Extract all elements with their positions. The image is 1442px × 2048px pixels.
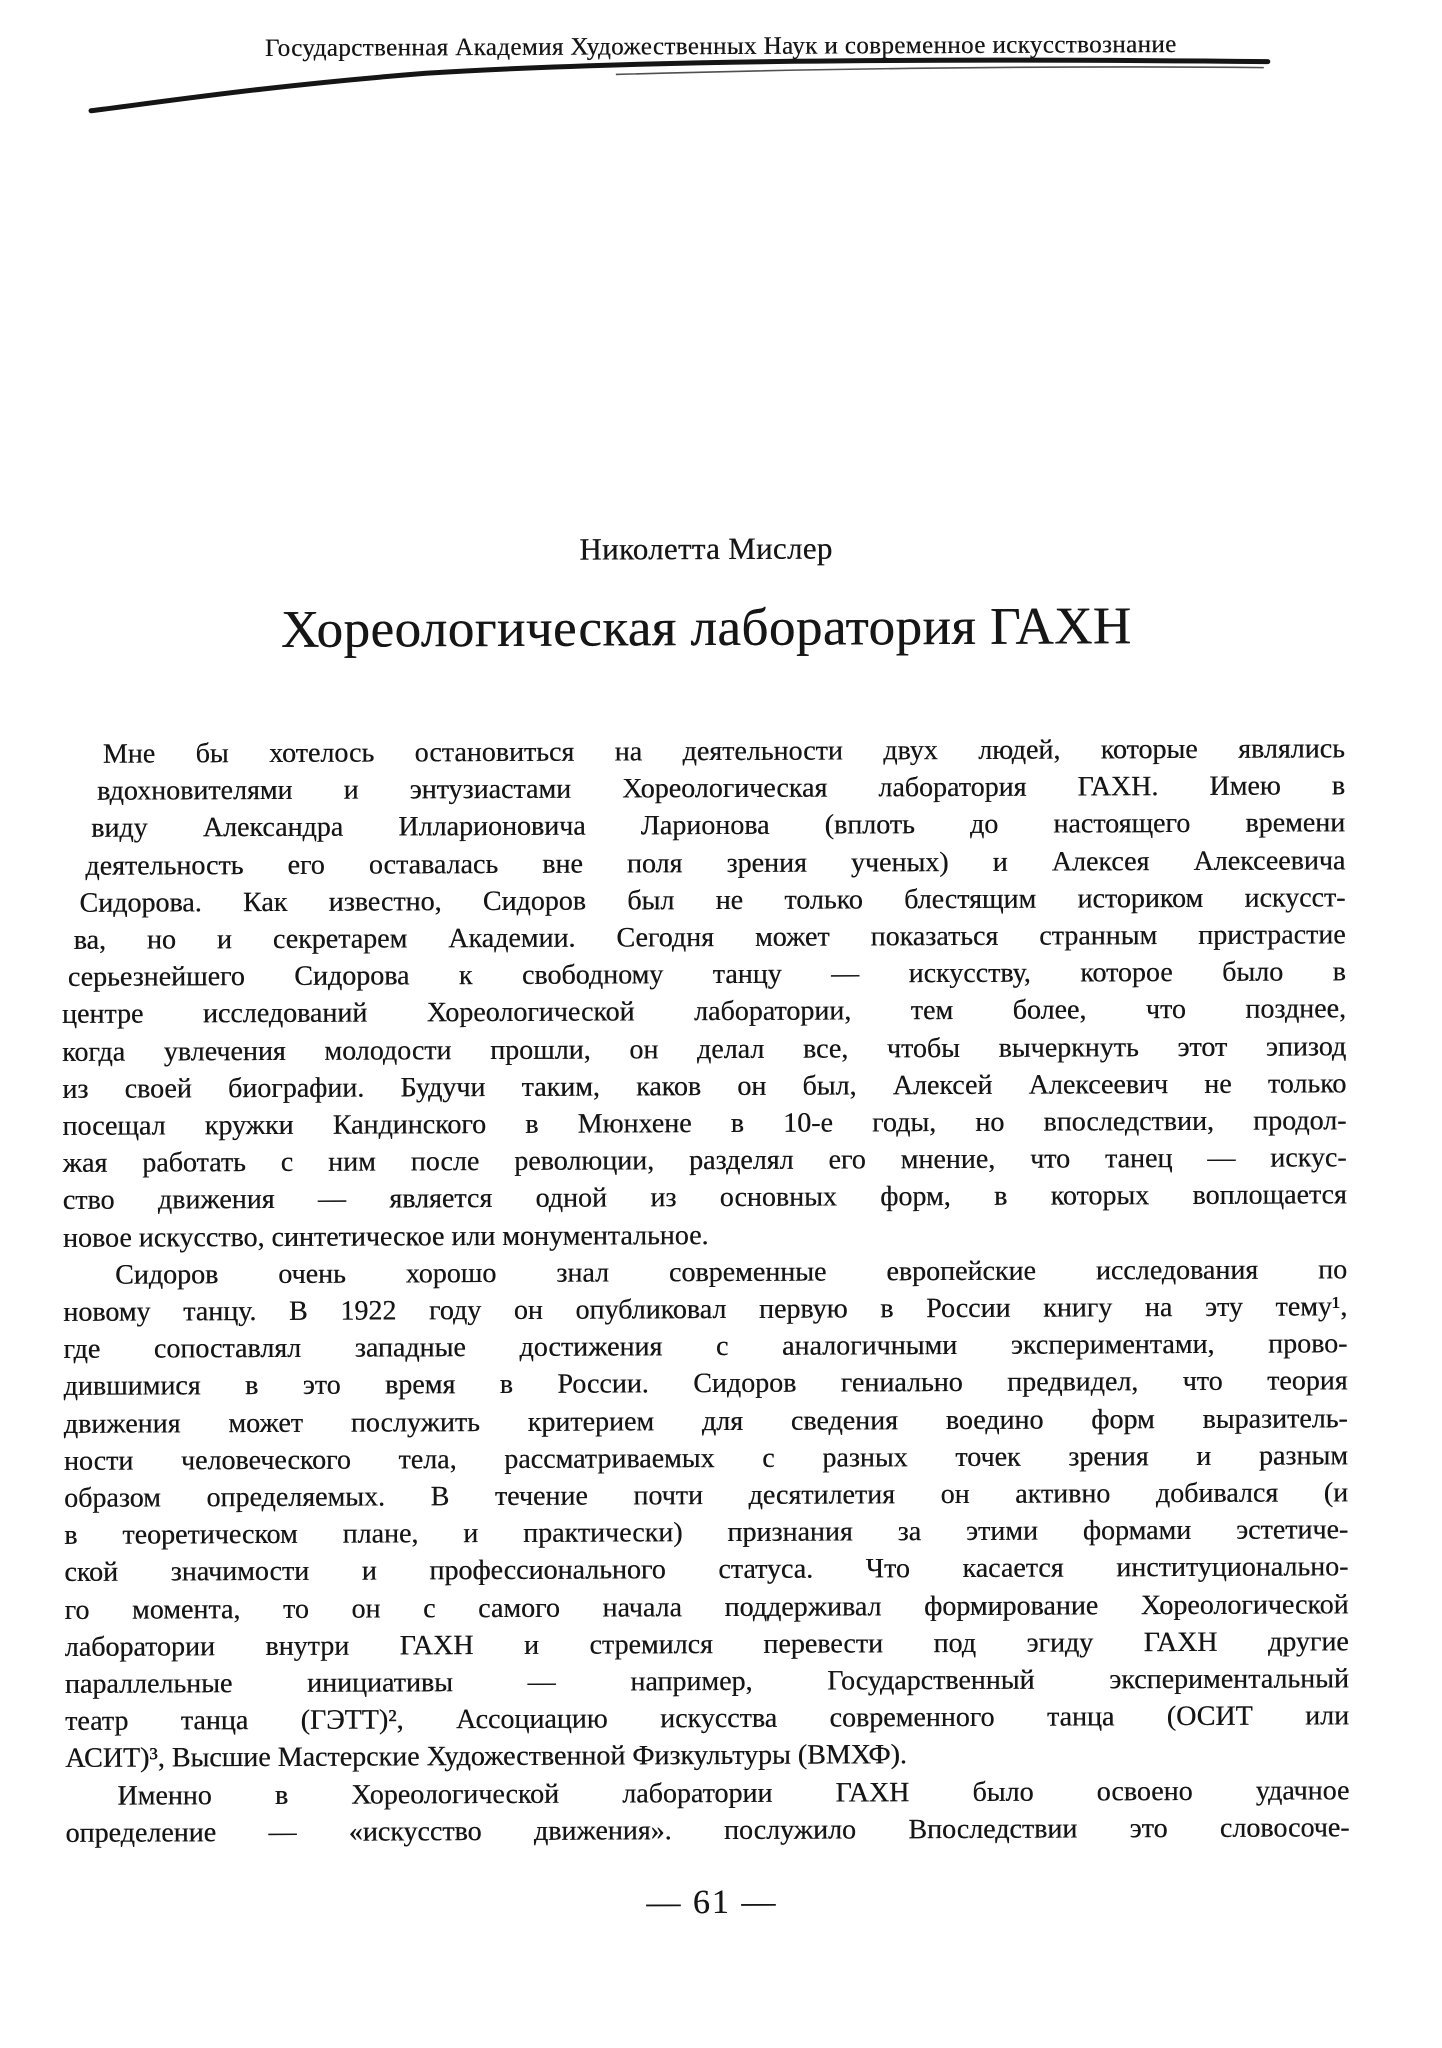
body-text [61,730,1350,1852]
page-title: Хореологическая лаборатория ГАХН [280,597,1132,659]
body-line: Мне бы хотелось остановиться на деятельности двух людей, которые являлись [102,733,1345,770]
body-line: го момента, то он с самого начала поддерживал формирование Хореологической [64,1588,1349,1626]
body-line: в теоретическом плане, и практически) признания за этими формами эстетиче- [64,1514,1349,1552]
body-line: Сидоров очень хорошо знал современные европейские исследования по [115,1254,1348,1291]
body-line: лаборатории внутри ГАХН и стремился перевести под эгиду ГАХН другие [64,1626,1349,1663]
body-line: движения может послужить критерием для сведения воедино форм выразитель- [63,1402,1348,1440]
body-line: новому танцу. В 1922 году он опубликовал первую в России книгу на эту тему¹, [63,1291,1348,1328]
author-name: Николетта Мислер [579,530,833,567]
body-line: деятельность его оставалась вне поля зрения ученых) и Алексея Алексеевича [85,844,1346,882]
body-line: где сопоставлял западные достижения с аналогичными экспериментами, прово- [63,1328,1348,1366]
body-line: центре исследований Хореологической лаборатории, тем более, что позднее, [61,993,1347,1031]
body-line: параллельные инициативы — например, Государственный экспериментальный [64,1663,1349,1700]
body-line: определение — «искусство движения». послужило Впоследствии это словосоче- [65,1812,1350,1849]
body-line: когда увлечения молодости прошли, он делал все, чтобы вычеркнуть этот эпизод [62,1030,1347,1068]
body-line: жая работать с ним после революции, разделял его мнение, что танец — искус- [62,1142,1347,1180]
body-line: виду Александра Илларионовича Ларионова (вплоть до настоящего времени [91,807,1346,845]
body-line: ва, но и секретарем Академии. Сегодня может показаться странным пристрастие [73,919,1346,956]
body-line: Сидорова. Как известно, Сидоров был не только блестящим историком искусст- [79,882,1346,919]
body-line: ство движения — является одной из основных форм, в которых воплощается [62,1179,1347,1217]
body-line: вдохновителями и энтузиастами Хореологическая лаборатория ГАХН. Имею в [96,770,1346,807]
body-line: АСИТ)³, Высшие Мастерские Художественной Физкультуры (ВМХФ). [65,1739,907,1775]
body-line: образом определяемых. В течение почти десятилетия он активно добивался (и [63,1477,1349,1514]
body-line: из своей биографии. Будучи таким, каков он был, Алексей Алексеевич не только [62,1068,1347,1105]
body-line: ской значимости и профессионального статуса. Что касается институционально- [64,1551,1349,1589]
body-line: серьезнейшего Сидорова к свободному танцу — искусству, которое было в [67,956,1346,994]
body-line: новое искусство, синтетическое или монументальное. [62,1219,709,1254]
body-line: посещал кружки Кандинского в Мюнхене в 10-е годы, но впоследствии, продол- [62,1105,1347,1142]
running-header: Государственная Академия Художественных Наук и современное искусствознание [264,31,1177,62]
page-number: — 61 — [646,1883,778,1922]
header-rule [0,0,1438,143]
body-line: ности человеческого тела, рассматриваемых с разных точек зрения и разным [63,1440,1348,1477]
body-line: Именно в Хореологической лаборатории ГАХН было освоено удачное [117,1774,1350,1812]
body-line: дившимися в это время в России. Сидоров гениально предвидел, что теория [63,1365,1348,1403]
body-line: театр танца (ГЭТТ)², Ассоциацию искусства современного танца (ОСИТ или [64,1700,1350,1738]
